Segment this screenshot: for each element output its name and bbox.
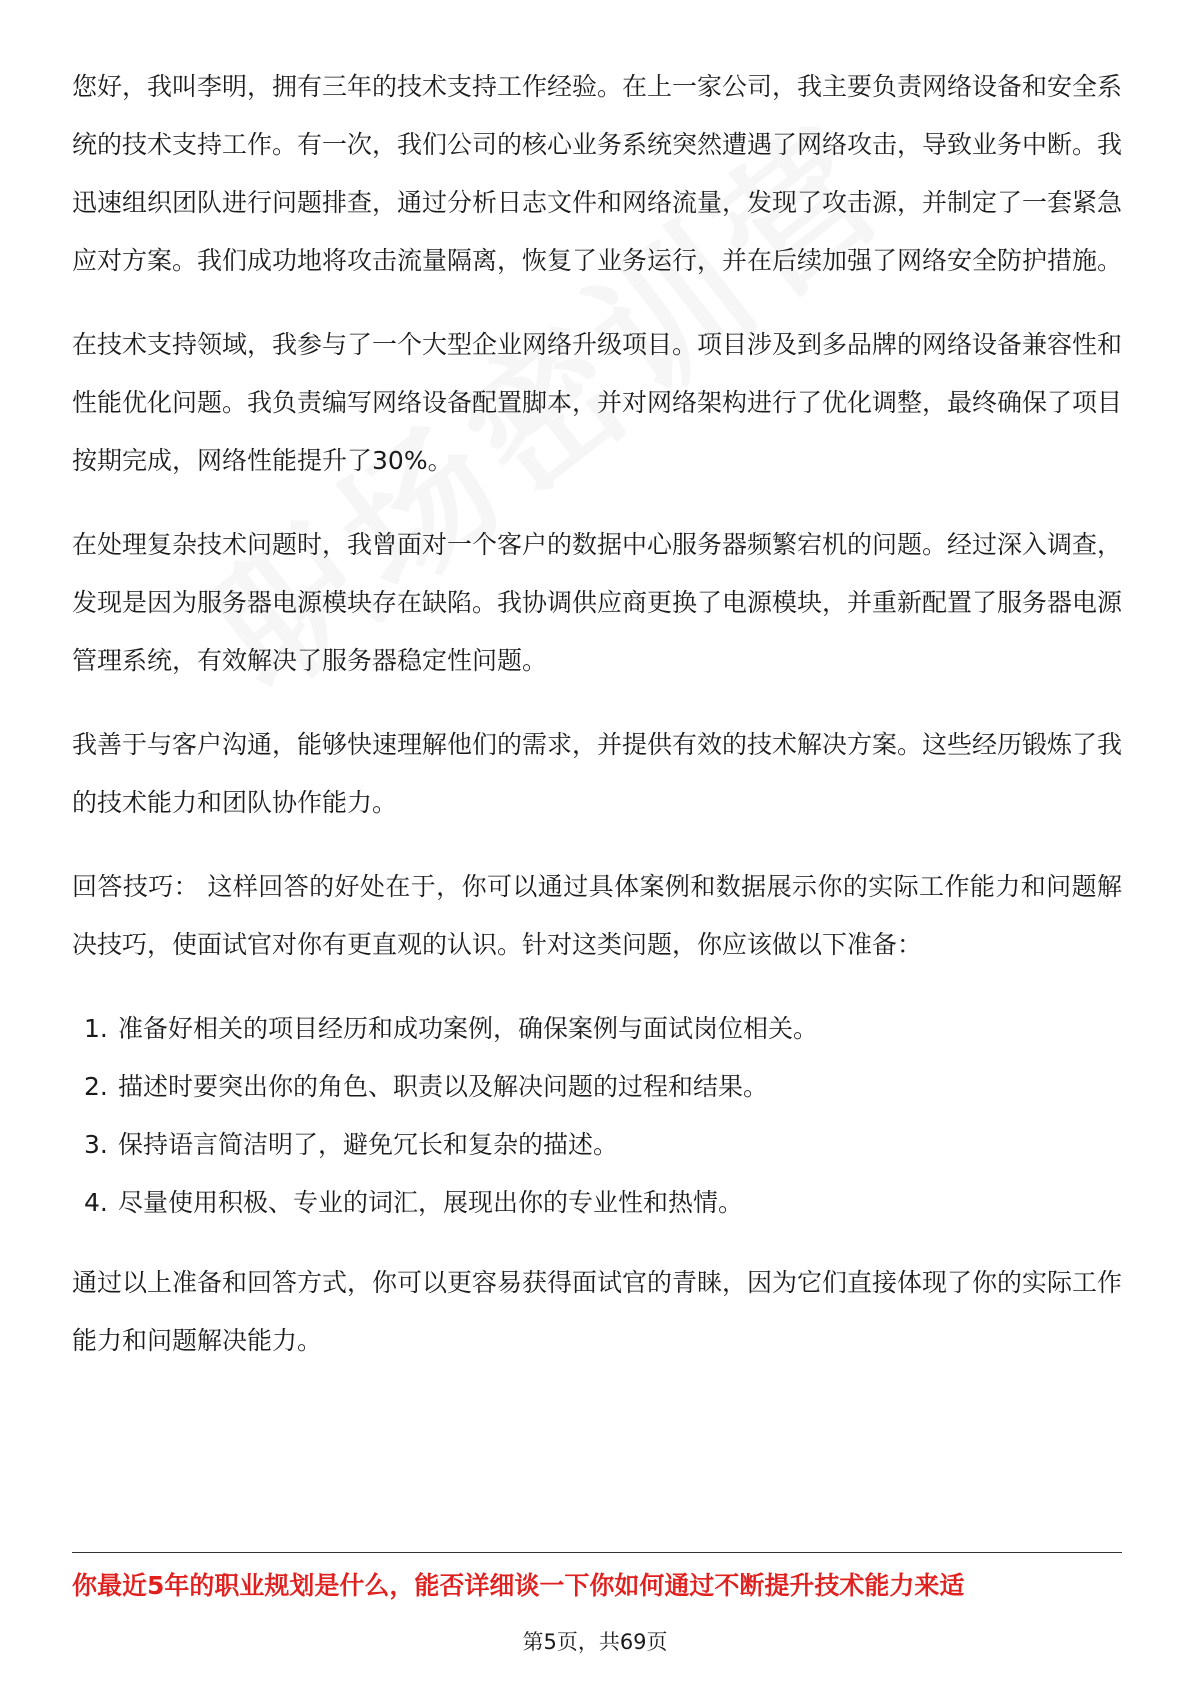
answer-paragraph-1: 您好，我叫李明，拥有三年的技术支持工作经验。在上一家公司，我主要负责网络设备和安全系统的技术支持工作。有一次，我们公司的核心业务系统突然遭遇了网络攻击，导致业务中断。我迅速组织团队进行问题排查，通过分析日志文件和网络流量，发现了攻击源，并制定了一套紧急应对方案。我们成功地将攻击流量隔离，恢复了业务运行，并在后续加强了网络安全防护措施。 xyxy=(72,72,1123,275)
answer-paragraph-2: 在技术支持领域，我参与了一个大型企业网络升级项目。项目涉及到多品牌的网络设备兼容性和性能优化问题。我负责编写网络设备配置脚本，并对网络架构进行了优化调整，最终确保了项目按期完成，网络性能提升了30%。 xyxy=(72,330,1123,475)
answer-paragraph-4: 我善于与客户沟通，能够快速理解他们的需求，并提供有效的技术解决方案。这些经历锻炼了我的技术能力和团队协作能力。 xyxy=(72,730,1123,817)
list-item-number: 2. xyxy=(84,1072,108,1101)
list-item xyxy=(72,1058,1122,1116)
list-item xyxy=(72,1116,1122,1174)
list-item-text: 准备好相关的项目经历和成功案例，确保案例与面试岗位相关。 xyxy=(118,1014,819,1043)
list-item xyxy=(72,1174,1122,1232)
list-item xyxy=(72,1000,1122,1058)
list-item-text: 保持语言简洁明了，避免冗长和复杂的描述。 xyxy=(118,1130,619,1159)
answer-paragraph-3: 在处理复杂技术问题时，我曾面对一个客户的数据中心服务器频繁宕机的问题。经过深入调查，发现是因为服务器电源模块存在缺陷。我协调供应商更换了电源模块，并重新配置了服务器电源管理系统，有效解决了服务器稳定性问题。 xyxy=(72,530,1123,675)
tips-list xyxy=(72,1000,1122,1232)
list-item-text: 描述时要突出你的角色、职责以及解决问题的过程和结果。 xyxy=(118,1072,769,1101)
closing-paragraph: 通过以上准备和回答方式，你可以更容易获得面试官的青睐，因为它们直接体现了你的实际工作能力和问题解决能力。 xyxy=(72,1268,1123,1355)
document-body xyxy=(72,58,1122,1396)
list-item-number: 1. xyxy=(84,1014,108,1043)
answer-tips-intro: 回答技巧： 这样回答的好处在于，你可以通过具体案例和数据展示你的实际工作能力和问题解决技巧，使面试官对你有更直观的认识。针对这类问题，你应该做以下准备： xyxy=(72,872,1122,959)
list-item-number: 4. xyxy=(84,1188,108,1217)
list-item-text: 尽量使用积极、专业的词汇，展现出你的专业性和热情。 xyxy=(118,1188,744,1217)
next-question-heading: 你最近5年的职业规划是什么，能否详细谈一下你如何通过不断提升技术能力来适 xyxy=(72,1571,965,1600)
page-footer: 第5页，共69页 xyxy=(522,1630,668,1654)
section-divider xyxy=(72,1552,1122,1553)
list-item-number: 3. xyxy=(84,1130,108,1159)
